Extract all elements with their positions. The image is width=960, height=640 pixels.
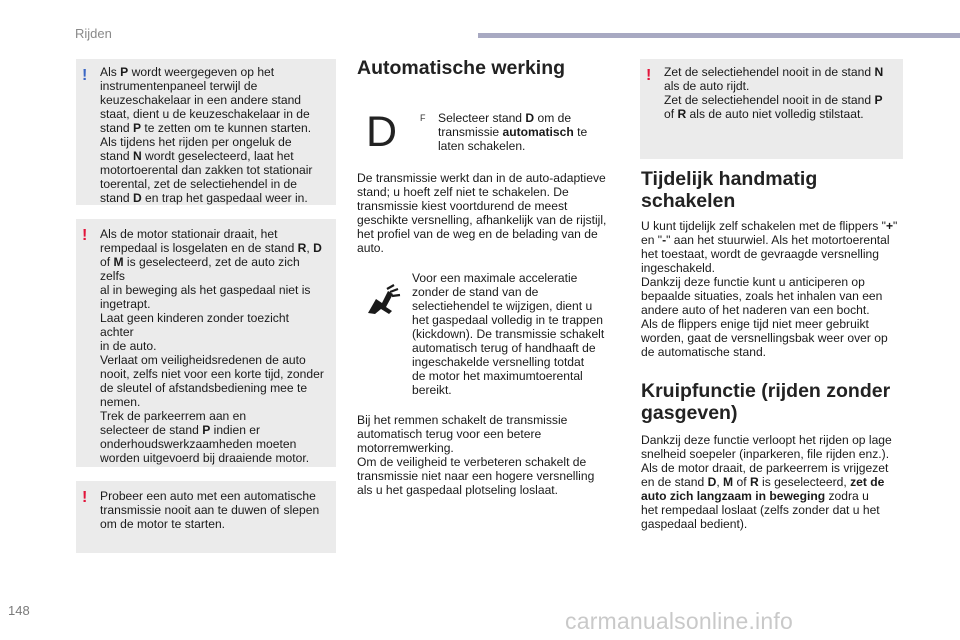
- bold-text: R: [677, 107, 687, 121]
- text-line: instrumentenpaneel terwijl de: [100, 79, 258, 93]
- bold-text: D: [313, 241, 322, 255]
- text-line: auto.: [357, 241, 384, 255]
- text-line: worden, gaat de versnellingsbak weer over op: [641, 331, 888, 345]
- text-line: Als de motor draait, de parkeerrem is vrijgezet: [641, 461, 889, 475]
- text-line: keuzeschakelaar in een andere stand: [100, 93, 302, 107]
- text-line: selecteer de stand P indien er: [100, 423, 261, 437]
- text-line: Selecteer stand D om de: [438, 111, 572, 125]
- text-line: in de auto.: [100, 339, 157, 353]
- text-line: stand N wordt geselecteerd, laat het: [100, 149, 294, 163]
- text-line: stand; u hoeft zelf niet te schakelen. De: [357, 185, 569, 199]
- text-line: motorremwerking.: [357, 441, 454, 455]
- bold-text: M: [113, 255, 124, 269]
- text-line: nooit, zelfs niet voor een korte tijd, zonder: [100, 367, 324, 381]
- kickdown-text: [412, 271, 617, 397]
- bold-text: M: [723, 475, 734, 489]
- text-line: Bij het remmen schakelt de transmissie: [357, 413, 568, 427]
- page-number: 148: [8, 603, 30, 618]
- paragraph-flippers: [641, 219, 911, 359]
- bold-text: -: [662, 233, 667, 247]
- heading-line: Tijdelijk handmatig: [641, 168, 818, 190]
- paragraph-adaptive: [357, 171, 619, 255]
- text-line: Verlaat om veiligheidsredenen de auto: [100, 353, 306, 367]
- watermark: carmanualsonline.info: [565, 608, 793, 634]
- text-line: en "-" aan het stuurwiel. Als het motortoerental: [641, 233, 890, 247]
- bold-text: P: [202, 423, 211, 437]
- text-line: snelheid soepeler (inparkeren, file rijden enz.).: [641, 447, 890, 461]
- warning-box-selector: [640, 59, 903, 159]
- text-line: ingetrapt.: [100, 297, 151, 311]
- text-line: Als tijdens het rijden per ongeluk de: [100, 135, 292, 149]
- drop-letter: D: [366, 108, 398, 156]
- text-line: Als P wordt weergegeven op het: [100, 65, 275, 79]
- text-line: zonder de stand van de: [412, 285, 539, 299]
- bold-text: R: [749, 475, 759, 489]
- bold-text: N: [132, 149, 142, 163]
- info-marker-icon: !: [82, 67, 88, 84]
- text-line: onderhoudswerkzaamheden moeten: [100, 437, 297, 451]
- text-line: geschikte versnelling, afhankelijk van de rijstijl,: [357, 213, 607, 227]
- text-line: transmissie niet naar een hogere versnelling: [357, 469, 595, 483]
- bold-text: automatisch: [502, 125, 574, 139]
- warning-box-text: [664, 65, 891, 121]
- kickdown-pedal-icon: [362, 283, 402, 317]
- bold-text: D: [707, 475, 717, 489]
- text-line: of R als de auto niet volledig stilstaat.: [664, 107, 864, 121]
- warning-box-push-start: [76, 481, 336, 553]
- text-line: als u het gaspedaal plotseling loslaat.: [357, 483, 559, 497]
- text-line: transmissie nooit aan te duwen of slepen: [100, 503, 320, 517]
- warning-marker-icon: !: [82, 489, 88, 506]
- text-line: of M is geselecteerd, zet de auto zich zelfs: [100, 255, 300, 283]
- text-line: het toestaat, wordt de gevraagde versnelling: [641, 247, 879, 261]
- bold-text: R: [297, 241, 307, 255]
- warning-box-text: [100, 227, 324, 465]
- text-line: U kunt tijdelijk zelf schakelen met de flippers "+": [641, 219, 898, 233]
- text-line: gaspedaal bedient).: [641, 517, 748, 531]
- text-line: al in beweging als het gaspedaal niet is: [100, 283, 311, 297]
- section-title: Rijden: [75, 26, 112, 41]
- heading-line: Kruipfunctie (rijden zonder: [641, 380, 891, 402]
- heading-automatische-werking: Automatische werking: [357, 57, 566, 79]
- warning-box-text: [100, 489, 324, 531]
- bold-text: D: [525, 111, 535, 125]
- text-line: staat, dient u de keuzeschakelaar in de: [100, 107, 310, 121]
- text-line: de sleutel of afstandsbediening mee te: [100, 381, 308, 395]
- text-line: ingeschakelde versnelling totdat: [412, 355, 585, 369]
- text-line: nemen.: [100, 395, 141, 409]
- bold-text: +: [885, 219, 894, 233]
- text-line: Probeer een auto met een automatische: [100, 489, 316, 503]
- text-line: motortoerental dan zakken tot stationair: [100, 163, 313, 177]
- text-line: andere auto of het naderen van een bocht.: [641, 303, 870, 317]
- bold-text: D: [132, 191, 142, 205]
- text-line: Laat geen kinderen zonder toezicht achter: [100, 311, 289, 339]
- bold-text: auto zich langzaam in beweging: [641, 489, 826, 503]
- text-line: het gaspedaal volledig in te trappen: [412, 313, 603, 327]
- text-line: als de auto rijdt.: [664, 79, 750, 93]
- text-line: Zet de selectiehendel nooit in de stand N: [664, 65, 884, 79]
- text-line: Als de motor stationair draait, het: [100, 227, 278, 241]
- text-line: automatisch terug voor een betere: [357, 427, 542, 441]
- bold-text: P: [874, 93, 883, 107]
- text-line: bereikt.: [412, 383, 452, 397]
- heading-tijdelijk-handmatig: [641, 168, 817, 212]
- warning-marker-icon: !: [82, 227, 88, 244]
- text-line: de automatische stand.: [641, 345, 767, 359]
- warning-box-stationary: [76, 219, 336, 467]
- text-line: bepaalde situaties, zoals het inhalen van een: [641, 289, 883, 303]
- info-box-text: [100, 65, 324, 205]
- text-line: om de motor te starten.: [100, 517, 226, 531]
- bullet-icon: F: [420, 113, 426, 123]
- text-line: het rempedaal loslaat (zelfs zonder dat u het: [641, 503, 880, 517]
- text-line: Om de veiligheid te verbeteren schakelt de: [357, 455, 587, 469]
- text-line: selectiehendel te wijzigen, dient u: [412, 299, 593, 313]
- text-line: Voor een maximale acceleratie: [412, 271, 578, 285]
- paragraph-braking: [357, 413, 619, 497]
- paragraph-creep: [641, 433, 911, 531]
- header-bar: [478, 33, 960, 38]
- text-line: de motor het maximumtoerental: [412, 369, 583, 383]
- heading-kruipfunctie: [641, 380, 890, 424]
- bold-text: zet de: [850, 475, 885, 489]
- text-line: De transmissie werkt dan in de auto-adaptieve: [357, 171, 606, 185]
- select-d-instruction: [438, 111, 608, 153]
- text-line: en de stand D, M of R is geselecteerd, zet de: [641, 475, 885, 489]
- heading-line: gasgeven): [641, 402, 738, 424]
- text-line: ingeschakeld.: [641, 261, 715, 275]
- bold-text: P: [132, 121, 142, 135]
- text-line: Dankzij deze functie kunt u anticiperen op: [641, 275, 865, 289]
- text-line: Zet de selectiehendel nooit in de stand P: [664, 93, 883, 107]
- text-line: laten schakelen.: [438, 139, 526, 153]
- text-line: rempedaal is losgelaten en de stand R, D: [100, 241, 322, 255]
- bold-text: N: [874, 65, 884, 79]
- heading-line: schakelen: [641, 190, 736, 212]
- text-line: Trek de parkeerrem aan en: [100, 409, 247, 423]
- text-line: het profiel van de weg en de belading van de: [357, 227, 598, 241]
- text-line: stand D en trap het gaspedaal weer in.: [100, 191, 308, 205]
- info-box: [76, 59, 336, 205]
- bold-text: P: [120, 65, 129, 79]
- text-line: Als de flippers enige tijd niet meer gebruikt: [641, 317, 869, 331]
- text-line: Dankzij deze functie verloopt het rijden op lage: [641, 433, 892, 447]
- text-line: transmissie automatisch te: [438, 125, 588, 139]
- warning-marker-icon: !: [646, 67, 652, 84]
- text-line: stand P te zetten om te kunnen starten.: [100, 121, 312, 135]
- text-line: (kickdown). De transmissie schakelt: [412, 327, 605, 341]
- text-line: automatisch terug of handhaaft de: [412, 341, 596, 355]
- text-line: auto zich langzaam in beweging zodra u: [641, 489, 869, 503]
- text-line: toerental, zet de selectiehendel in de: [100, 177, 297, 191]
- text-line: worden uitgevoerd bij draaiende motor.: [100, 451, 310, 465]
- text-line: transmissie kiest voortdurend de meest: [357, 199, 568, 213]
